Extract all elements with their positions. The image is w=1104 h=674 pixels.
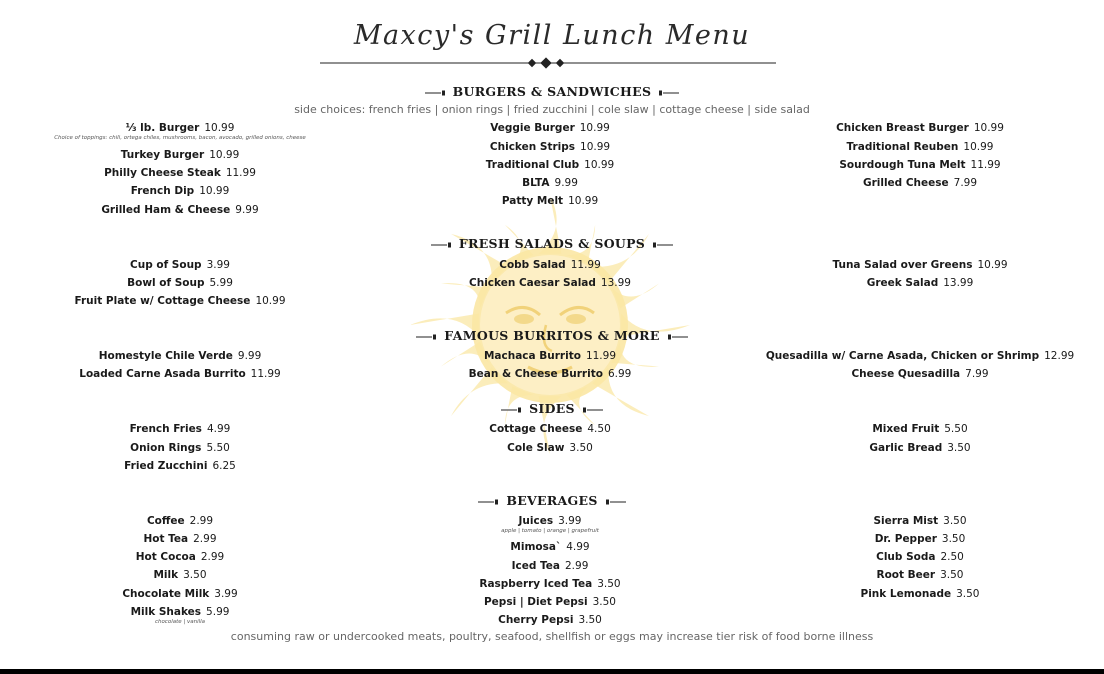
menu-item-name: Philly Cheese Steak	[104, 167, 221, 179]
section-heading-sides: SIDES	[0, 401, 1104, 417]
menu-item	[740, 422, 1100, 436]
menu-item	[740, 140, 1100, 154]
menu-item-name: Pepsi | Diet Pepsi	[483, 596, 588, 608]
bottom-border	[0, 669, 1104, 674]
menu-item	[740, 121, 1100, 135]
menu-item-price: 4.99	[206, 423, 231, 435]
menu-item-name: Juices	[518, 515, 554, 527]
menu-item-name: Chicken Caesar Salad	[469, 277, 596, 289]
menu-item	[370, 176, 730, 190]
menu-item-name: Loaded Carne Asada Burrito	[79, 368, 246, 380]
menu-item-price: 2.99	[200, 551, 225, 563]
menu-item	[0, 276, 360, 290]
menu-item	[370, 367, 730, 381]
menu-item-name: Traditional Club	[485, 159, 580, 171]
menu-item	[370, 514, 730, 528]
menu-item	[0, 422, 360, 436]
menu-item-price: 10.99	[973, 122, 1004, 134]
divider-ornament-icon	[478, 497, 500, 507]
menu-item	[370, 577, 730, 591]
menu-item-price: 12.99	[1044, 350, 1075, 362]
menu-item-name: Chicken Strips	[489, 141, 576, 153]
menu-item	[740, 568, 1100, 582]
menu-item-price: 7.99	[953, 177, 978, 189]
menu-item	[370, 349, 730, 363]
menu-item-price: 11.99	[970, 159, 1001, 171]
menu-item	[0, 441, 360, 455]
menu-item-name: Patty Melt	[501, 195, 564, 207]
menu-item	[0, 568, 360, 582]
menu-item-price: 10.99	[580, 141, 611, 153]
menu-item	[0, 349, 360, 363]
menu-item-name: Turkey Burger	[120, 149, 205, 161]
divider-ornament-icon	[657, 88, 679, 98]
menu-item-price: 10.99	[209, 149, 240, 161]
divider-ornament-icon	[604, 497, 626, 507]
menu-item-price: 3.50	[940, 569, 964, 581]
menu-item-price: 13.99	[600, 277, 631, 289]
menu-item-price: 2.50	[940, 551, 964, 563]
menu-item-name: Cole Slaw	[507, 442, 565, 454]
side-choices-note: side choices: french fries | onion rings | fried zucchini | cole slaw | cottage cheese | side salad	[294, 103, 810, 116]
menu-item-price: 3.50	[941, 533, 966, 545]
menu-item	[740, 349, 1100, 363]
menu-item	[370, 158, 730, 172]
menu-item	[0, 148, 360, 162]
menu-title: Maxcy's Grill Lunch Menu	[353, 20, 751, 51]
menu-item	[370, 276, 730, 290]
menu-item	[740, 550, 1100, 564]
menu-item	[740, 158, 1100, 172]
menu-item-price: 9.99	[554, 177, 578, 189]
menu-item-name: Chicken Breast Burger	[836, 122, 969, 134]
menu-item-price: 9.99	[235, 204, 259, 216]
menu-item-name: Root Beer	[876, 569, 936, 581]
menu-item	[0, 514, 360, 528]
menu-item	[0, 166, 360, 180]
menu-item-price: 10.99	[963, 141, 994, 153]
menu-item-name: Tuna Salad over Greens	[832, 259, 973, 271]
menu-item-name: Hot Cocoa	[135, 551, 196, 563]
menu-item	[0, 605, 360, 619]
menu-item-name: Garlic Bread	[869, 442, 943, 454]
menu-item-price: 10.99	[584, 159, 615, 171]
menu-item-price: 10.99	[568, 195, 599, 207]
menu-item-price: 10.99	[579, 122, 610, 134]
menu-item-price: 4.99	[566, 541, 590, 553]
menu-item	[370, 121, 730, 135]
menu-item	[0, 203, 360, 217]
menu-item	[740, 514, 1100, 528]
menu-item	[0, 550, 360, 564]
menu-item-name: Chocolate Milk	[122, 588, 210, 600]
menu-item	[0, 587, 360, 601]
menu-item-name: Cherry Pepsi	[498, 614, 574, 626]
menu-item-price: 3.50	[578, 614, 602, 626]
menu-item-name: Iced Tea	[511, 560, 560, 572]
menu-item-price: 3.50	[597, 578, 621, 590]
menu-item-name: Veggie Burger	[490, 122, 575, 134]
menu-item-name: French Dip	[130, 185, 195, 197]
menu-item-name: Cobb Salad	[499, 259, 566, 271]
menu-item	[370, 140, 730, 154]
menu-item-name: Cottage Cheese	[489, 423, 583, 435]
menu-item-price: 2.99	[189, 515, 214, 527]
menu-item	[740, 367, 1100, 381]
menu-item-price: 3.99	[214, 588, 238, 600]
menu-item-price: 5.99	[209, 277, 233, 289]
divider-ornament-icon	[651, 240, 673, 250]
divider-ornament-icon	[431, 240, 453, 250]
menu-item-price: 7.99	[965, 368, 989, 380]
menu-item-name: Hot Tea	[143, 533, 189, 545]
menu-item-price: 13.99	[943, 277, 974, 289]
menu-item	[0, 294, 360, 308]
divider-ornament-icon	[501, 405, 523, 415]
menu-item-price: 5.50	[206, 442, 230, 454]
menu-item-note: chocolate | vanilla	[154, 619, 206, 625]
menu-item-price: 11.99	[570, 259, 601, 271]
section-heading-burgers: BURGERS & SANDWICHES	[0, 84, 1104, 100]
menu-item	[740, 276, 1100, 290]
menu-item-price: 2.99	[565, 560, 589, 572]
menu-item	[740, 587, 1100, 601]
divider-ornament-icon	[666, 332, 688, 342]
section-heading-salads: FRESH SALADS & SOUPS	[0, 236, 1104, 252]
menu-item-price: 3.50	[947, 442, 971, 454]
menu-item-price: 6.25	[212, 460, 236, 472]
menu-item	[740, 532, 1100, 546]
menu-item	[0, 184, 360, 198]
menu-item-price: 10.99	[204, 122, 235, 134]
menu-item-name: Coffee	[146, 515, 185, 527]
menu-item-name: Bean & Cheese Burrito	[468, 368, 603, 380]
menu-item	[0, 367, 360, 381]
menu-item-name: Mixed Fruit	[872, 423, 940, 435]
menu-item-note: Choice of toppings: chili, ortega chiles, mushrooms, bacon, avocado, grilled onions, cheese	[54, 135, 306, 141]
menu-item-name: Homestyle Chile Verde	[98, 350, 233, 362]
menu-item	[370, 422, 730, 436]
divider-ornament-icon	[416, 332, 438, 342]
menu-item-name: Sierra Mist	[873, 515, 939, 527]
menu-item	[370, 258, 730, 272]
menu-item-price: 4.50	[587, 423, 611, 435]
menu-item-price: 3.99	[558, 515, 582, 527]
menu-item-price: 3.50	[956, 588, 980, 600]
menu-item-name: Traditional Reuben	[846, 141, 959, 153]
menu-item-price: 3.50	[943, 515, 967, 527]
menu-item-name: Dr. Pepper	[874, 533, 937, 545]
section-heading-burritos: FAMOUS BURRITOS & MORE	[0, 328, 1104, 344]
menu-item-price: 3.50	[183, 569, 207, 581]
divider-ornament-icon	[425, 88, 447, 98]
menu-item-price: 10.99	[199, 185, 230, 197]
menu-item-name: ⅓ lb. Burger	[125, 122, 200, 134]
menu-item-price: 6.99	[607, 368, 632, 380]
menu-item	[370, 613, 730, 627]
food-safety-disclaimer: consuming raw or undercooked meats, poultry, seafood, shellfish or eggs may increase tier risk of food borne illness	[230, 630, 874, 643]
menu-item-price: 11.99	[225, 167, 256, 179]
menu-item-name: Machaca Burrito	[483, 350, 581, 362]
menu-item	[740, 258, 1100, 272]
menu-item-note: apple | tomato | orange | grapefruit	[501, 528, 599, 534]
menu-item-name: Mimosa`	[510, 541, 562, 553]
menu-item-name: Raspberry Iced Tea	[479, 578, 593, 590]
menu-item	[0, 532, 360, 546]
menu-item	[0, 258, 360, 272]
menu-item	[370, 540, 730, 554]
menu-item	[370, 441, 730, 455]
menu-item	[740, 441, 1100, 455]
menu-item-name: Grilled Ham & Cheese	[101, 204, 231, 216]
menu-item-price: 10.99	[255, 295, 286, 307]
menu-item-name: Cheese Quesadilla	[851, 368, 961, 380]
menu-item	[370, 595, 730, 609]
menu-item-name: Bowl of Soup	[127, 277, 205, 289]
title-divider	[320, 56, 776, 70]
menu-item	[370, 194, 730, 208]
menu-item-name: Pink Lemonade	[860, 588, 952, 600]
menu-item-name: French Fries	[129, 423, 202, 435]
menu-item	[370, 559, 730, 573]
menu-item-price: 3.99	[206, 259, 230, 271]
menu-item-price: 11.99	[250, 368, 281, 380]
menu-item-name: Onion Rings	[130, 442, 202, 454]
menu-item-price: 3.50	[569, 442, 593, 454]
divider-ornament-icon	[581, 405, 603, 415]
menu-item-name: Greek Salad	[866, 277, 939, 289]
menu-item-name: Fruit Plate w/ Cottage Cheese	[74, 295, 251, 307]
menu-item-name: Sourdough Tuna Melt	[839, 159, 966, 171]
menu-item-price: 5.50	[944, 423, 968, 435]
menu-item-name: Cup of Soup	[130, 259, 202, 271]
menu-item-name: BLTA	[522, 177, 550, 189]
menu-item-price: 11.99	[585, 350, 616, 362]
menu-item-price: 3.50	[592, 596, 616, 608]
menu-item	[740, 176, 1100, 190]
menu-item-price: 9.99	[237, 350, 262, 362]
menu-item-name: Milk	[153, 569, 179, 581]
menu-item-price: 5.99	[206, 606, 230, 618]
menu-item-price: 10.99	[977, 259, 1008, 271]
menu-item-name: Milk Shakes	[130, 606, 202, 618]
menu-item-name: Club Soda	[876, 551, 936, 563]
menu-item-name: Quesadilla w/ Carne Asada, Chicken or Shrimp	[765, 350, 1040, 362]
section-heading-beverages: BEVERAGES	[0, 493, 1104, 509]
menu-item	[0, 121, 360, 135]
menu-item-name: Fried Zucchini	[124, 460, 208, 472]
menu-item-price: 2.99	[193, 533, 217, 545]
menu-item-name: Grilled Cheese	[862, 177, 949, 189]
menu-item	[0, 459, 360, 473]
